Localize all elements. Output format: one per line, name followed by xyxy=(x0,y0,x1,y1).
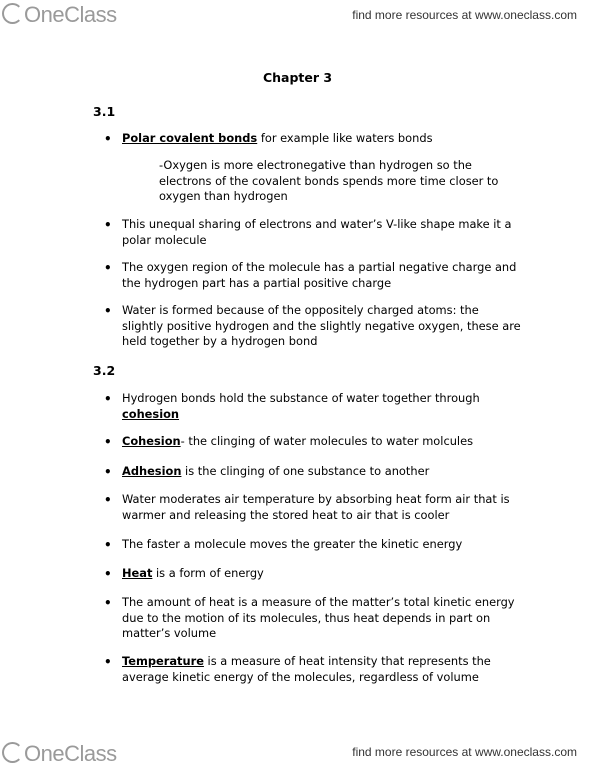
oneclass-logo-icon xyxy=(2,3,23,24)
item-text: Hydrogen bonds hold the substance of water together through xyxy=(122,391,480,405)
term: cohesion xyxy=(122,406,180,421)
bullet: • xyxy=(104,304,112,318)
list-item xyxy=(122,654,522,685)
list-item: Water moderates air temperature by absorbing heat form air that is warmer and releasing the stored heat to air that is cooler xyxy=(122,492,510,522)
list-item: Water is formed because of the oppositely charged atoms: the slightly positive hydrogen and the slightly negative oxygen, these are held together by a hydrogen bond xyxy=(122,303,521,348)
list-item: The faster a molecule moves the greater the kinetic energy xyxy=(122,537,463,551)
list-item xyxy=(122,464,522,480)
logo-text: OneClass xyxy=(24,741,117,766)
item-text: is a form of energy xyxy=(152,566,264,580)
logo-text: OneClass xyxy=(24,2,117,27)
term: Cohesion xyxy=(122,434,181,448)
chapter-title: Chapter 3 xyxy=(262,70,333,85)
bullet: • xyxy=(104,465,112,479)
list-item: The amount of heat is a measure of the matter’s total kinetic energy due to the motion of its molecules, thus heat depends in part on matter’s volume xyxy=(122,595,515,640)
item-text: for example like waters bonds xyxy=(257,131,433,145)
section-heading-3-1: 3.1 xyxy=(93,104,116,119)
term: Heat xyxy=(122,566,153,580)
oneclass-logo xyxy=(2,2,117,28)
bullet: • xyxy=(104,435,112,449)
bullet: • xyxy=(104,261,112,275)
bullet: • xyxy=(104,567,112,581)
item-text: - the clinging of water molecules to water molcules xyxy=(180,434,474,448)
bullet: • xyxy=(104,132,112,146)
bullet: • xyxy=(104,655,112,669)
item-text: is a measure of heat intensity that represents the average kinetic energy of the molecules, regardless of volume xyxy=(122,654,491,684)
list-item xyxy=(122,566,522,582)
section-heading-3-2: 3.2 xyxy=(93,363,116,378)
oneclass-logo-icon xyxy=(2,742,23,763)
list-item xyxy=(122,434,522,450)
term: Temperature xyxy=(122,654,204,668)
bullet: • xyxy=(104,493,112,507)
bullet: • xyxy=(104,392,112,406)
term: Adhesion xyxy=(122,464,182,478)
list-item xyxy=(122,391,522,422)
oneclass-logo-footer xyxy=(2,741,117,767)
item-text: is the clinging of one substance to another xyxy=(181,464,430,478)
list-item xyxy=(122,131,522,147)
list-item: This unequal sharing of electrons and water’s V-like shape make it a polar molecule xyxy=(122,217,512,247)
list-item: The oxygen region of the molecule has a partial negative charge and the hydrogen part has a partial positive charge xyxy=(122,260,517,290)
bullet: • xyxy=(104,596,112,610)
bullet: • xyxy=(104,538,112,552)
bullet: • xyxy=(104,218,112,232)
term: Polar covalent bonds xyxy=(122,131,258,145)
resources-link[interactable]: find more resources at www.oneclass.com xyxy=(352,8,577,22)
resources-link-footer[interactable]: find more resources at www.oneclass.com xyxy=(352,745,577,759)
sub-item: -Oxygen is more electronegative than hydrogen so the electrons of the covalent bonds spends more time closer to oxygen than hydrogen xyxy=(159,158,499,203)
